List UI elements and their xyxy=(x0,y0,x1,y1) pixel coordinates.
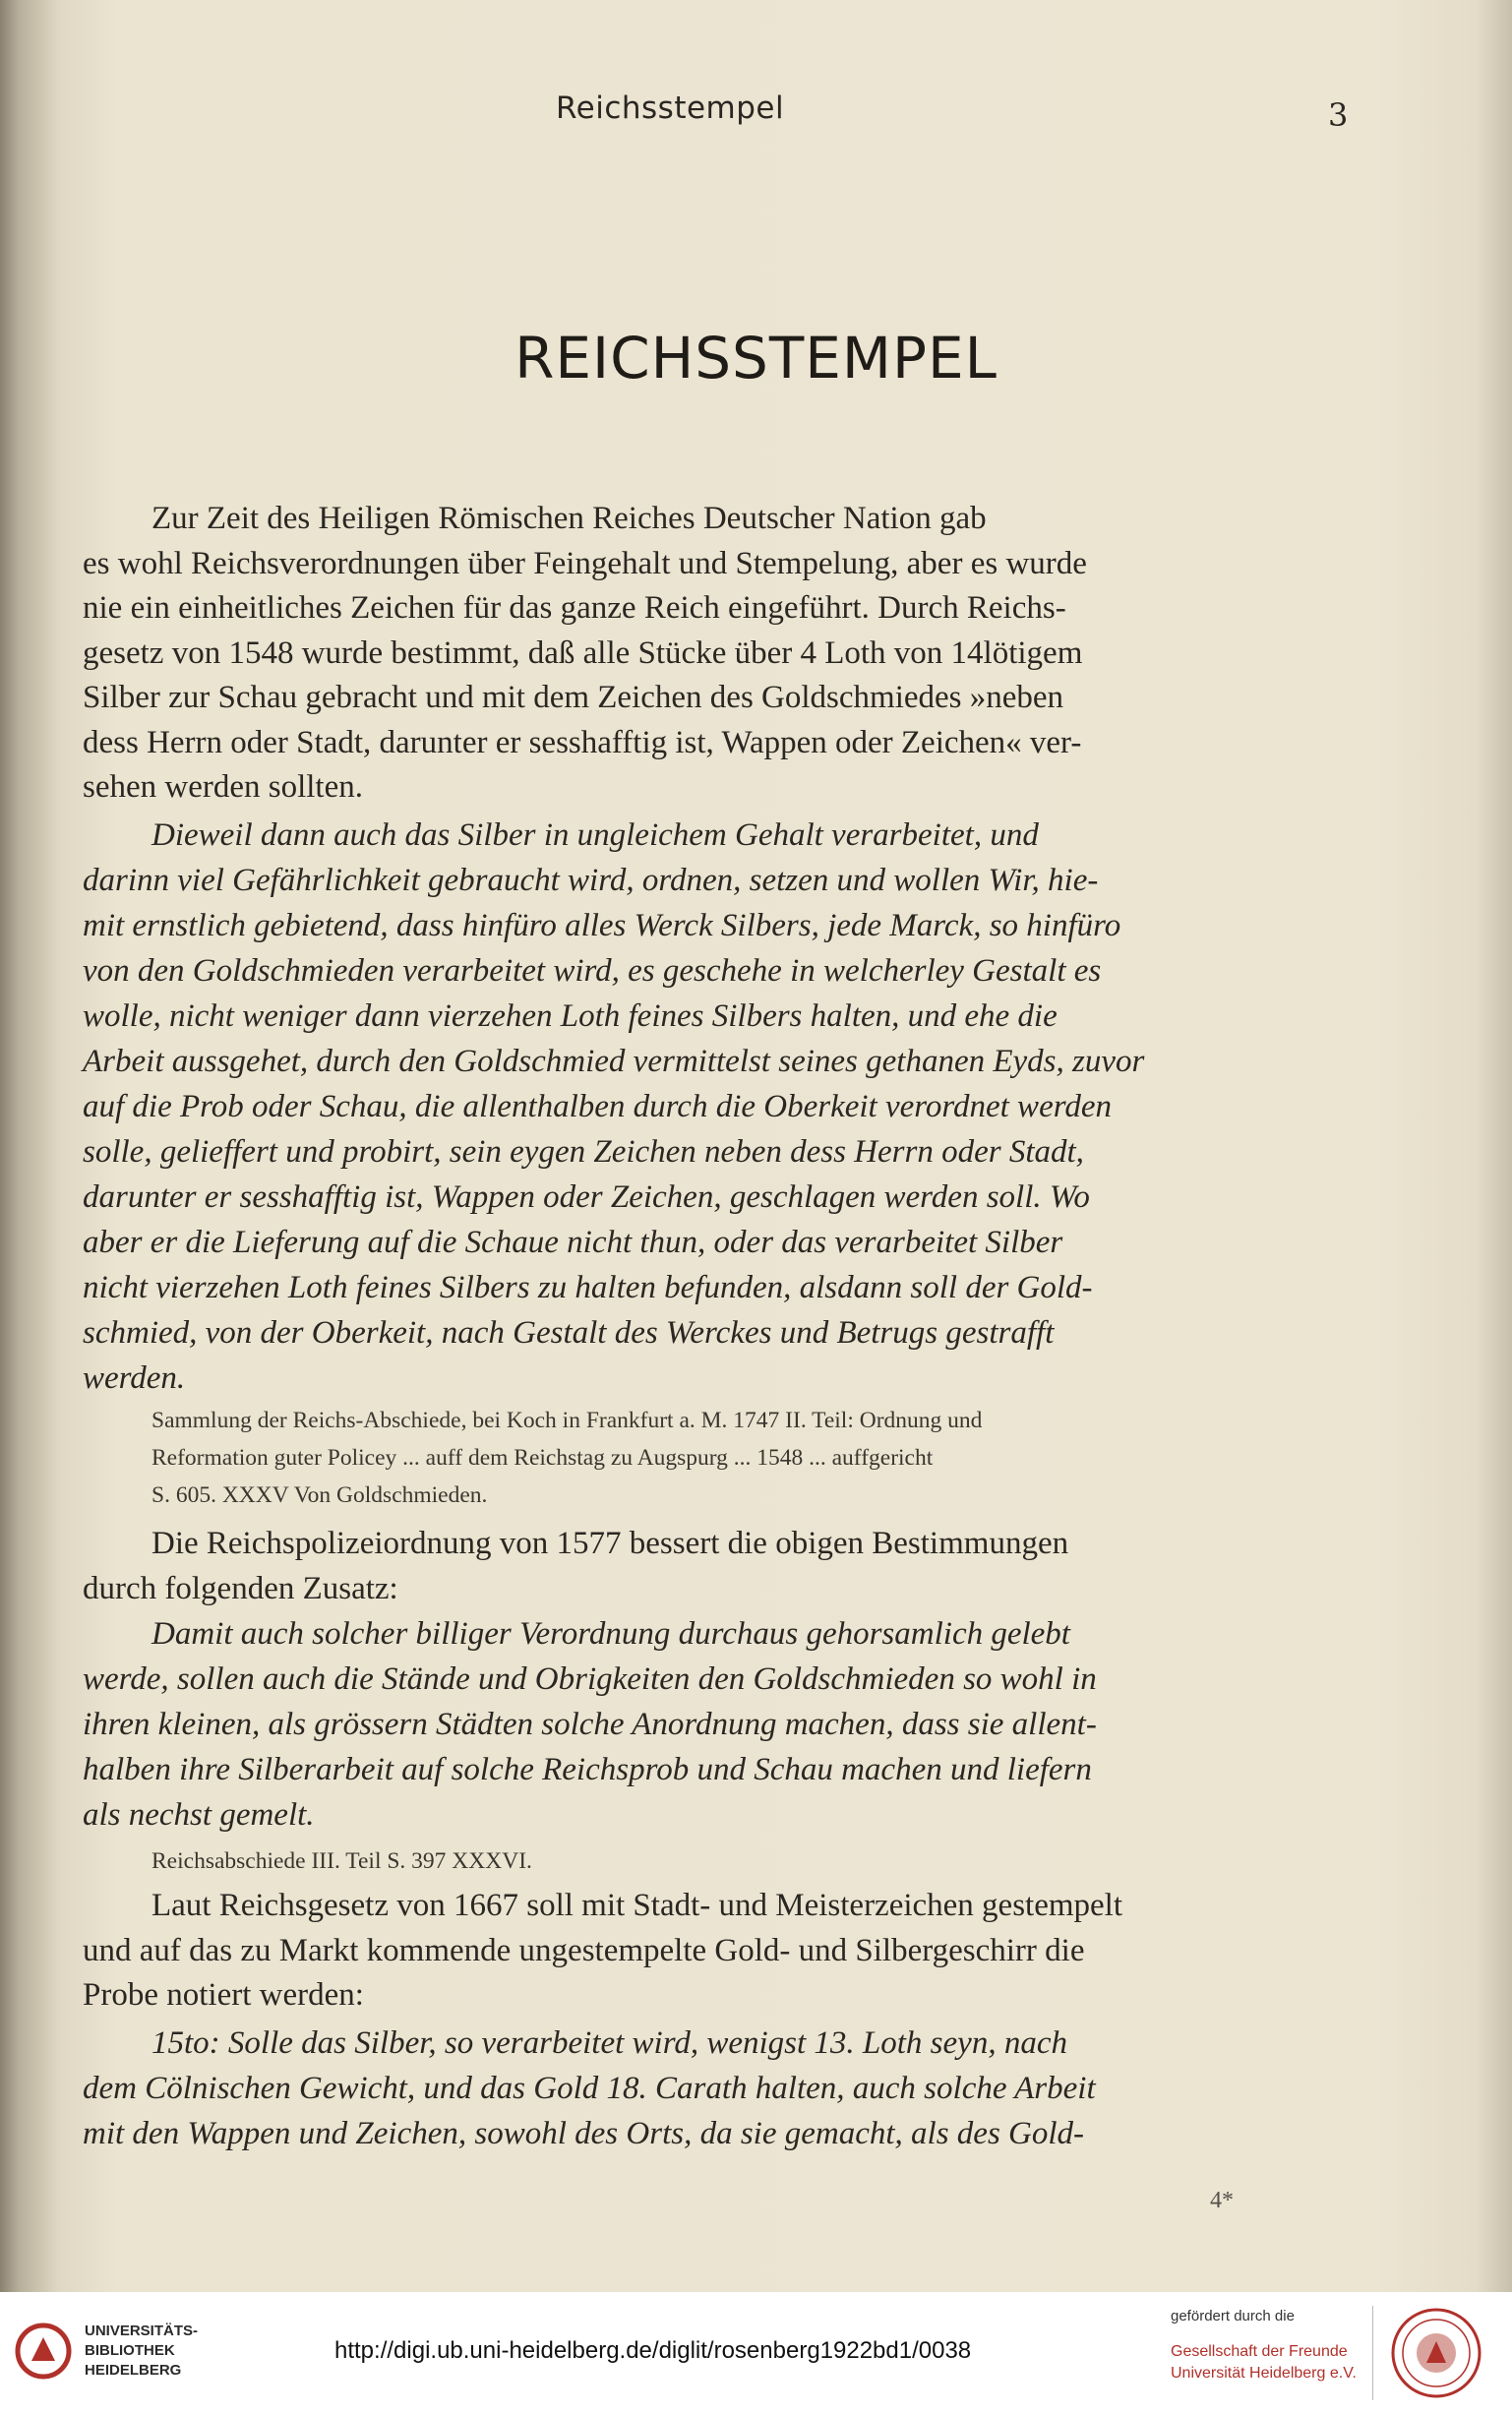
quote-line: darinn viel Gefährlichkeit gebraucht wird, ordnen, setzen und wollen Wir, hie- xyxy=(83,863,1099,898)
sponsor-label: gefördert durch die xyxy=(1171,2308,1295,2324)
quote-line: dem Cölnischen Gewicht, und das Gold 18. Carath halten, auch solche Arbeit xyxy=(83,2071,1096,2106)
institution-name: UNIVERSITÄTS- BIBLIOTHEK HEIDELBERG xyxy=(85,2323,199,2379)
permalink-url[interactable]: http://digi.ub.uni-heidelberg.de/diglit/rosenberg1922bd1/0038 xyxy=(334,2337,972,2364)
quote-line: werde, sollen auch die Stände und Obrigkeiten den Goldschmieden so wohl in xyxy=(83,1661,1097,1697)
quote-line: darunter er sesshafftig ist, Wappen oder Zeichen, geschlagen werden soll. Wo xyxy=(83,1179,1090,1215)
citation-line: S. 605. XXXV Von Goldschmieden. xyxy=(151,1482,488,1508)
running-head: Reichsstempel xyxy=(556,91,785,126)
citation-line: Reichsabschiede III. Teil S. 397 XXXVI. xyxy=(151,1848,532,1874)
quote-line: Arbeit aussgehet, durch den Goldschmied vermittelst seines gethanen Eyds, zuvor xyxy=(83,1044,1145,1079)
quote-line: schmied, von der Oberkeit, nach Gestalt des Werckes und Betrugs gestrafft xyxy=(83,1315,1055,1351)
quote-line: Damit auch solcher billiger Verordnung durchaus gehorsamlich gelebt xyxy=(151,1616,1070,1652)
text-line: Laut Reichsgesetz von 1667 soll mit Stadt- und Meisterzeichen gestempelt xyxy=(151,1888,1123,1923)
page-number: 3 xyxy=(1328,96,1349,134)
digitization-footer xyxy=(0,2292,1512,2414)
quote-line: nicht vierzehen Loth feines Silbers zu halten befunden, alsdann soll der Gold- xyxy=(83,1270,1093,1305)
quote-line: auf die Prob oder Schau, die allenthalben durch die Oberkeit verordnet werden xyxy=(83,1089,1112,1124)
quote-1577 xyxy=(83,1611,1338,1838)
quote-line: mit den Wappen und Zeichen, sowohl des Orts, da sie gemacht, als des Gold- xyxy=(83,2116,1085,2151)
text-line: Probe notiert werden: xyxy=(83,1977,364,2013)
footer-divider xyxy=(1372,2306,1373,2400)
quote-line: als nechst gemelt. xyxy=(83,1797,315,1833)
chapter-title: REICHSSTEMPEL xyxy=(514,325,998,392)
citation-1577 xyxy=(83,1842,1338,1880)
text-line: sehen werden sollten. xyxy=(83,769,363,805)
paragraph-1667 xyxy=(83,1884,1338,2019)
text-line: dess Herrn oder Stadt, darunter er sesshafftig ist, Wappen oder Zeichen« ver- xyxy=(83,724,1082,760)
signature-mark: 4* xyxy=(1210,2188,1234,2213)
paragraph-1577 xyxy=(83,1522,1338,1611)
quote-line: 15to: Solle das Silber, so verarbeitet wird, wenigst 13. Loth seyn, nach xyxy=(151,2025,1067,2061)
text-line: gesetz von 1548 wurde bestimmt, daß alle Stücke über 4 Loth von 14lötigem xyxy=(83,634,1083,671)
text-line: und auf das zu Markt kommende ungestempelte Gold- und Silbergeschirr die xyxy=(83,1932,1085,1968)
quote-line: werden. xyxy=(83,1360,186,1396)
quote-line: aber er die Lieferung auf die Schaue nicht thun, oder das verarbeitet Silber xyxy=(83,1225,1063,1260)
quote-line: Dieweil dann auch das Silber in ungleichem Gehalt verarbeitet, und xyxy=(151,817,1039,853)
paragraph-intro xyxy=(83,497,1338,811)
quote-line: solle, gelieffert und probirt, sein eygen Zeichen neben dess Herrn oder Stadt, xyxy=(83,1134,1084,1170)
text-line: es wohl Reichsverordnungen über Feingehalt und Stempelung, aber es wurde xyxy=(83,545,1087,581)
quote-line: wolle, nicht weniger dann vierzehen Loth feines Silbers halten, und ehe die xyxy=(83,998,1058,1034)
quote-line: mit ernstlich gebietend, dass hinfüro alles Werck Silbers, jede Marck, so hinfüro xyxy=(83,908,1121,943)
university-library-logo-icon xyxy=(14,2322,73,2381)
quote-line: von den Goldschmieden verarbeitet wird, es geschehe in welcherley Gestalt es xyxy=(83,953,1102,989)
quote-line: halben ihre Silberarbeit auf solche Reichsprob und Schau machen und liefern xyxy=(83,1752,1092,1787)
sponsor-name: Gesellschaft der Freunde Universität Heidelberg e.V. xyxy=(1171,2343,1357,2382)
quote-1667 xyxy=(83,2021,1338,2156)
text-line: Die Reichspolizeiordnung von 1577 bessert die obigen Bestimmungen xyxy=(151,1526,1069,1561)
citation-line: Sammlung der Reichs-Abschiede, bei Koch in Frankfurt a. M. 1747 II. Teil: Ordnung und xyxy=(151,1408,983,1433)
text-line: Silber zur Schau gebracht und mit dem Zeichen des Goldschmiedes »neben xyxy=(83,680,1064,715)
citation-line: Reformation guter Policey ... auff dem Reichstag zu Augspurg ... 1548 ... auffgericht xyxy=(151,1445,934,1471)
text-line: durch folgenden Zusatz: xyxy=(83,1570,398,1606)
university-seal-icon xyxy=(1389,2306,1483,2400)
quote-1548 xyxy=(83,813,1338,1401)
citation-1548 xyxy=(83,1402,1338,1514)
text-line: Zur Zeit des Heiligen Römischen Reiches Deutscher Nation gab xyxy=(151,501,987,536)
quote-line: ihren kleinen, als grössern Städten solche Anordnung machen, dass sie allent- xyxy=(83,1707,1097,1742)
text-line: nie ein einheitliches Zeichen für das ganze Reich eingeführt. Durch Reichs- xyxy=(83,590,1066,626)
